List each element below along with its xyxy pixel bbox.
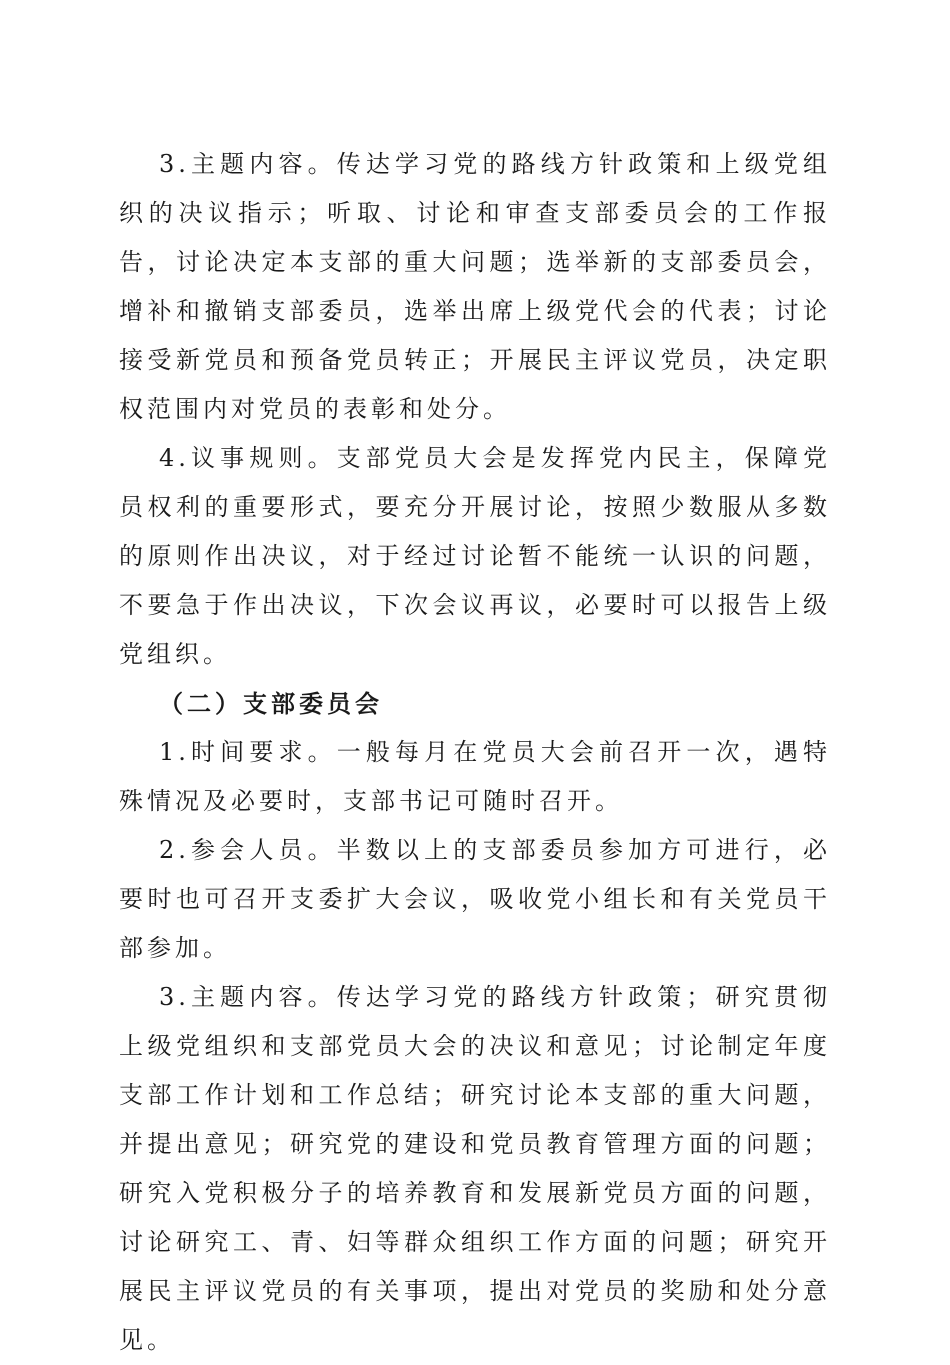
paragraph-topic-content-general-meeting: 3.主题内容。传达学习党的路线方针政策和上级党组织的决议指示；听取、讨论和审查支部委员会的工作报告，讨论决定本支部的重大问题；选举新的支部委员会，增补和撤销支部委员，选举出席上级党代会的代表；讨论接受新党员和预备党员转正；开展民主评议党员，决定职权范围内对党员的表彰和处分。 [119, 150, 831, 423]
document-page [119, 140, 831, 1365]
paragraph-topic-content-committee: 3.主题内容。传达学习党的路线方针政策；研究贯彻上级党组织和支部党员大会的决议和意见；讨论制定年度支部工作计划和工作总结；研究讨论本支部的重大问题，并提出意见；研究党的建设和党员教育管理方面的问题；研究入党积极分子的培养教育和发展新党员方面的问题，讨论研究工、青、妇等群众组织工作方面的问题；研究开展民主评议党员的有关事项，提出对党员的奖励和处分意见。 [119, 983, 831, 1354]
paragraph-procedure-rules: 4.议事规则。支部党员大会是发挥党内民主，保障党员权利的重要形式，要充分开展讨论，按照少数服从多数的原则作出决议，对于经过讨论暂不能统一认识的问题，不要急于作出决议，下次会议再议，必要时可以报告上级党组织。 [119, 444, 831, 668]
paragraph-time-requirement: 1.时间要求。一般每月在党员大会前召开一次，遇特殊情况及必要时，支部书记可随时召开。 [119, 738, 831, 815]
section-heading-branch-committee: （二）支部委员会 [159, 689, 383, 718]
paragraph-attendees: 2.参会人员。半数以上的支部委员参加方可进行，必要时也可召开支委扩大会议，吸收党小组长和有关党员干部参加。 [119, 836, 831, 962]
